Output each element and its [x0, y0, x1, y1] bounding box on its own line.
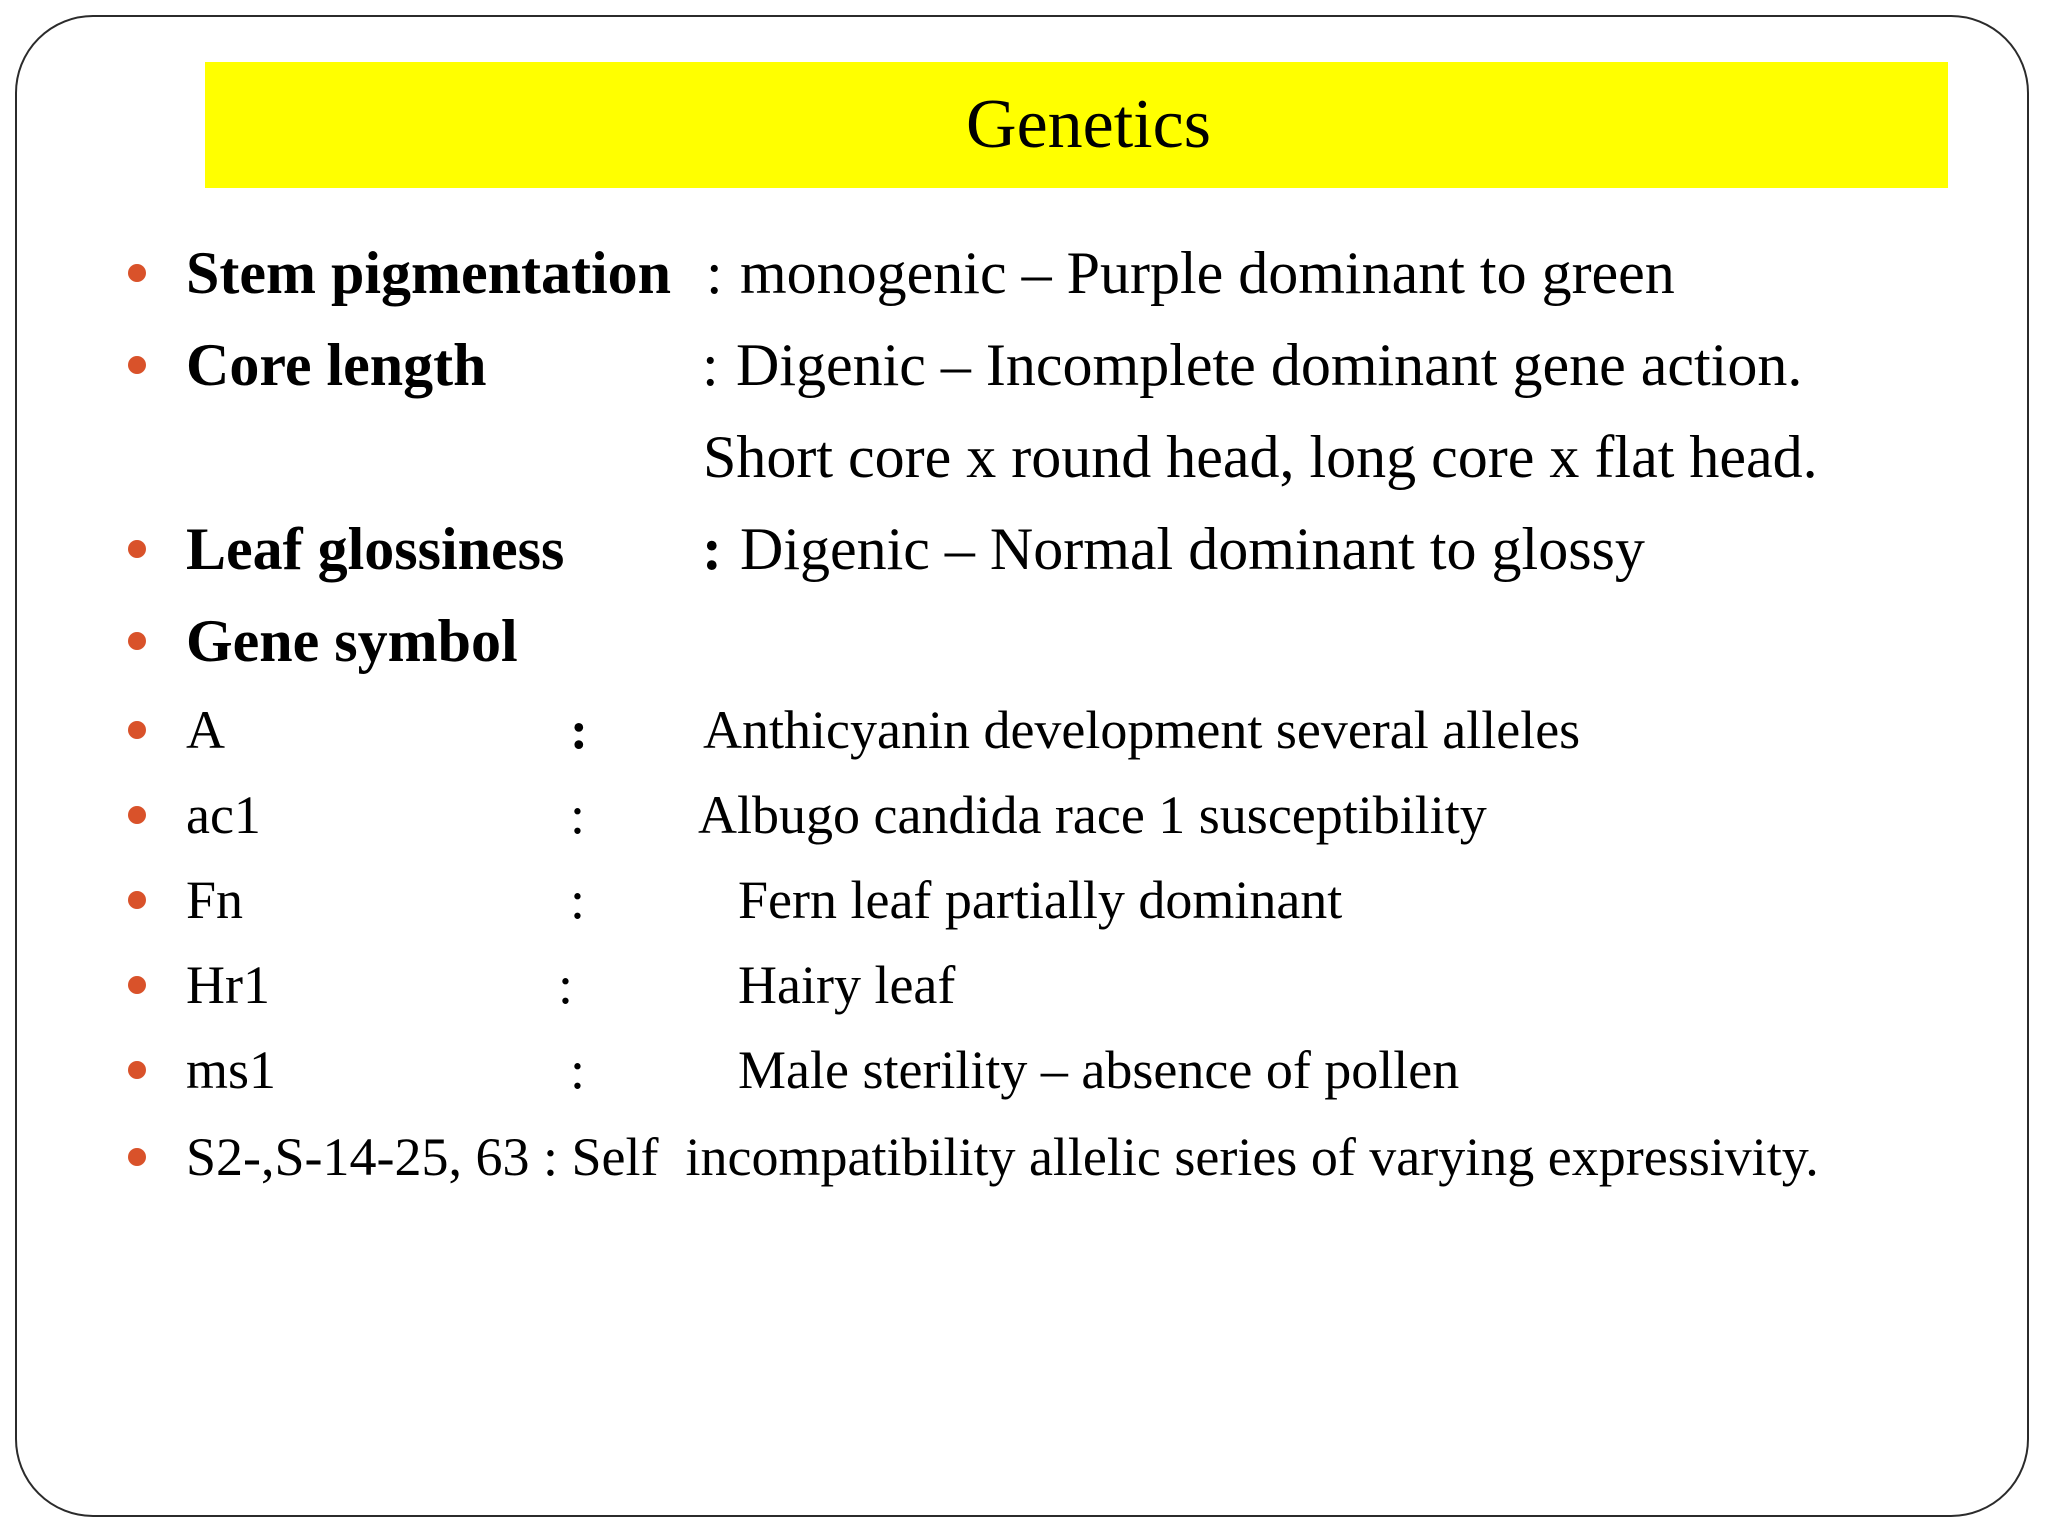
item-description: Fern leaf partially dominant [738, 870, 1343, 930]
bullet-icon [128, 891, 146, 909]
item-continuation: Short core x round head, long core x flat head. [703, 424, 1818, 490]
item-description: monogenic – Purple dominant to green [740, 240, 1675, 306]
bullet-icon [128, 1148, 146, 1166]
item-separator: : [570, 870, 586, 930]
item-text: S2-,S-14-25, 63 : Self incompatibility allelic series of varying expressivity. [186, 1127, 1819, 1187]
item-description: Anthicyanin development several alleles [703, 700, 1581, 760]
item-separator: : [706, 240, 723, 306]
item-description: Digenic – Normal dominant to glossy [740, 516, 1645, 582]
bullet-icon [128, 540, 146, 558]
title-bar [205, 62, 1948, 188]
list-item-gene-symbol [0, 601, 2048, 681]
item-term: Leaf glossiness [186, 516, 565, 582]
list-item-core-length [0, 325, 2048, 405]
item-term: ms1 [186, 1040, 277, 1100]
item-separator: : [570, 1040, 586, 1100]
item-description: Albugo candida race 1 susceptibility [698, 785, 1487, 845]
item-term: ac1 [186, 785, 261, 845]
item-term: Gene symbol [186, 608, 518, 674]
bullet-icon [128, 356, 146, 374]
list-item-leaf-glossiness [0, 509, 2048, 589]
bullet-icon [128, 721, 146, 739]
list-item-stem-pigmentation [0, 233, 2048, 313]
item-term: Fn [186, 870, 244, 930]
item-term: Core length [186, 332, 487, 398]
item-term: Stem pigmentation [186, 240, 671, 306]
item-term: A [186, 700, 225, 760]
list-item-gene-ac1 [0, 775, 2048, 855]
list-item-gene-ms1 [0, 1030, 2048, 1110]
list-item-gene-hr1 [0, 945, 2048, 1025]
bullet-icon [128, 976, 146, 994]
item-term: Hr1 [186, 955, 270, 1015]
list-item-gene-fn [0, 860, 2048, 940]
item-separator: : [570, 700, 588, 760]
list-item-self-incompatibility [0, 1117, 2048, 1197]
item-separator: : [558, 955, 574, 1015]
item-description: Male sterility – absence of pollen [738, 1040, 1460, 1100]
slide-title: Genetics [966, 86, 1211, 163]
bullet-icon [128, 264, 146, 282]
bullet-icon [128, 1061, 146, 1079]
item-description: Digenic – Incomplete dominant gene action. [736, 332, 1803, 398]
list-item-core-length-continued [0, 417, 2048, 497]
item-separator: : [570, 785, 586, 845]
item-separator: : [702, 516, 722, 582]
item-separator: : [702, 332, 719, 398]
bullet-icon [128, 632, 146, 650]
bullet-icon [128, 806, 146, 824]
item-description: Hairy leaf [738, 955, 956, 1015]
list-item-gene-a [0, 690, 2048, 770]
